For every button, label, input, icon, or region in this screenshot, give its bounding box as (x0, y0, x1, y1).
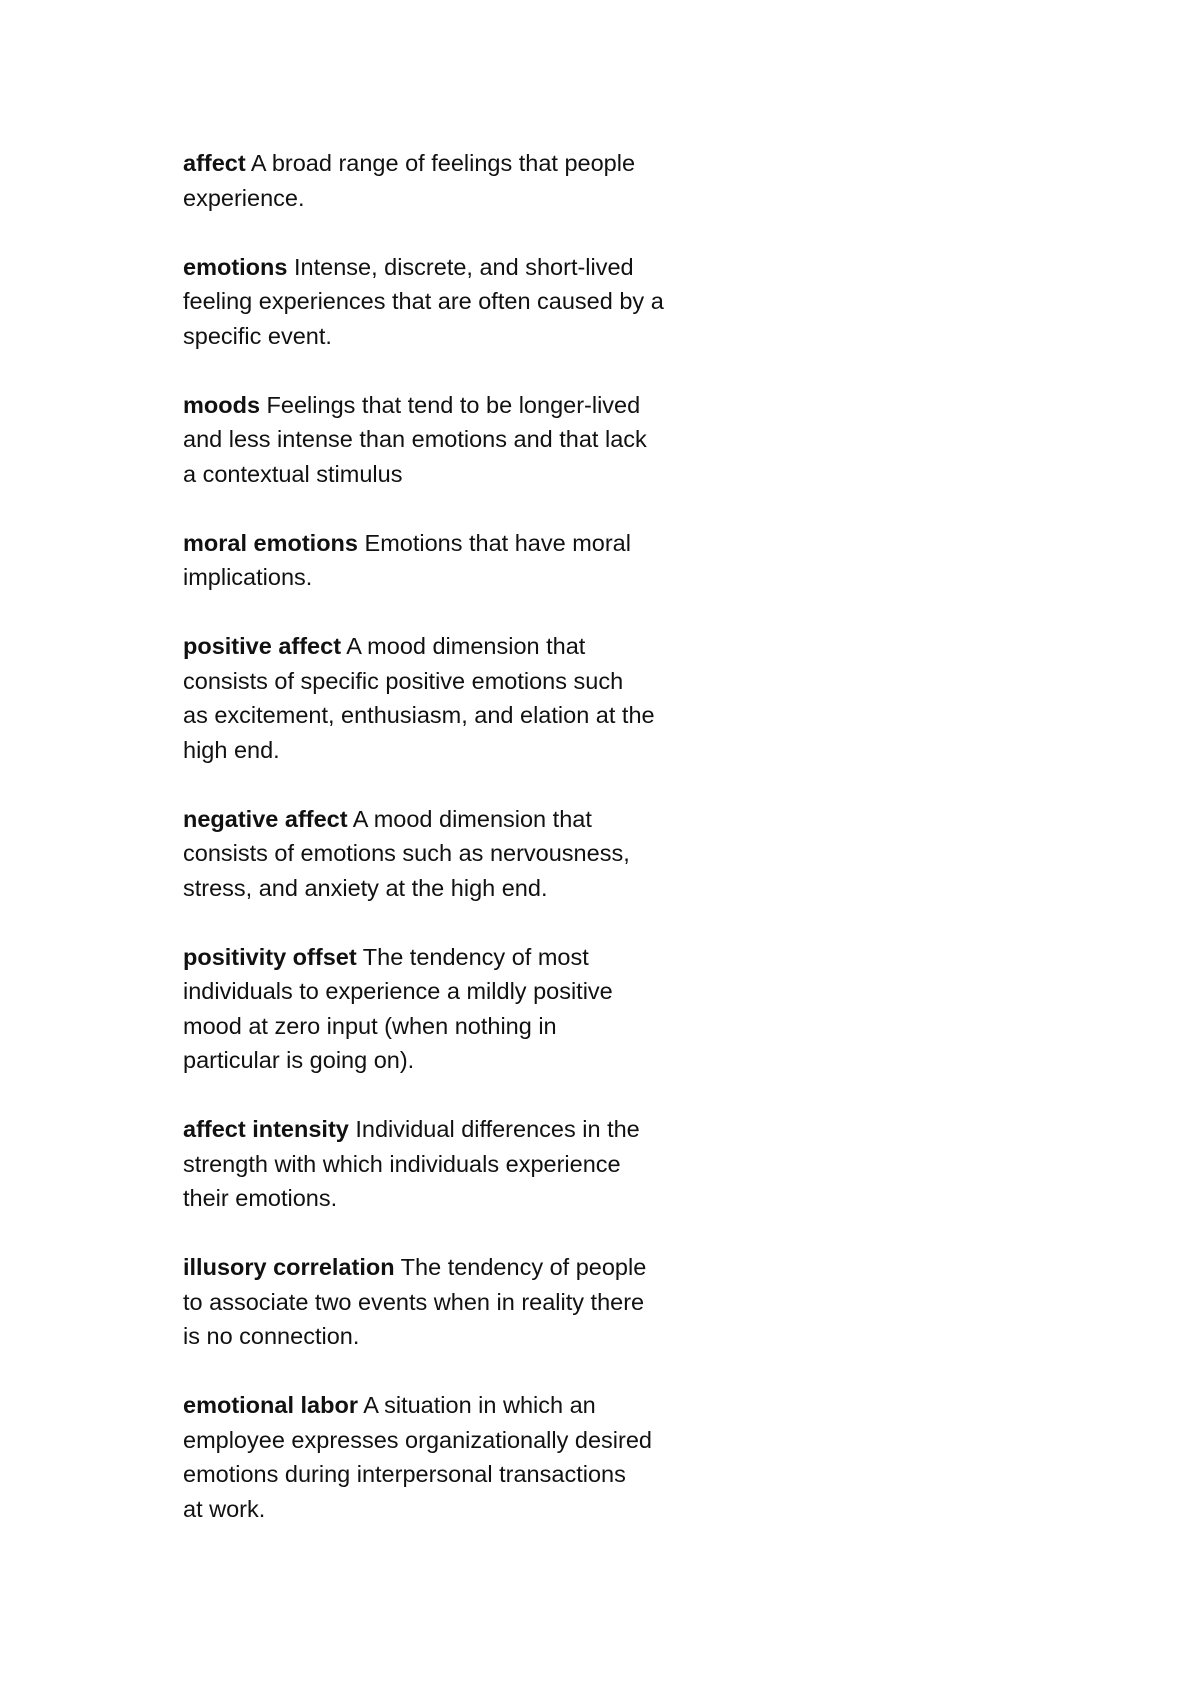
definition-line: strength with which individuals experience (183, 1150, 621, 1177)
entry-line (183, 1112, 723, 1147)
definition-line: high end. (183, 736, 280, 763)
definition-text: A mood dimension that (341, 633, 586, 659)
entry-line (183, 146, 723, 181)
glossary-term: illusory correlation (183, 1254, 395, 1280)
glossary-entry-affect-intensity (183, 1112, 723, 1216)
glossary-entry-positivity-offset (183, 940, 723, 1078)
entry-line (183, 526, 723, 561)
definition-line: feeling experiences that are often caused by a (183, 288, 664, 314)
glossary-term: moral emotions (183, 529, 358, 556)
definition-text: The tendency of most (356, 943, 589, 970)
definition-line: particular is going on). (183, 1047, 415, 1073)
glossary-entry-emotions (183, 250, 723, 354)
definition-line: at work. (183, 1495, 266, 1522)
glossary-term: affect intensity (183, 1116, 349, 1142)
glossary-term: negative affect (183, 805, 348, 832)
glossary-term: positivity offset (183, 943, 357, 970)
entry-line (183, 940, 723, 975)
glossary-entry-illusory-correlation (183, 1250, 723, 1354)
definition-line: stress, and anxiety at the high end. (183, 874, 548, 901)
glossary-term: emotions (183, 253, 288, 280)
glossary-entry-positive-affect (183, 629, 723, 767)
definition-line: specific event. (183, 322, 332, 349)
glossary-term: moods (183, 391, 261, 418)
definition-text: Feelings that tend to be longer-lived (260, 391, 641, 418)
entry-line (183, 388, 723, 423)
glossary-term: emotional labor (183, 1392, 358, 1418)
definition-line: experience. (183, 184, 305, 211)
entry-line (183, 1250, 723, 1285)
definition-line: their emotions. (183, 1185, 338, 1211)
definition-text: Emotions that have moral (357, 529, 631, 556)
definition-line: employee expresses organizationally desired (183, 1426, 652, 1453)
definition-text: A mood dimension that (347, 805, 592, 832)
definition-line: and less intense than emotions and that lack (183, 426, 647, 452)
glossary-entry-negative-affect (183, 802, 723, 906)
glossary-entry-emotional-labor (183, 1388, 723, 1526)
definition-text: A broad range of feelings that people (245, 150, 636, 176)
definition-line: emotions during interpersonal transactions (183, 1461, 626, 1487)
definition-line: implications. (183, 564, 313, 590)
glossary-entry-affect (183, 146, 723, 215)
glossary-list (183, 146, 723, 1561)
glossary-entry-moods (183, 388, 723, 492)
glossary-entry-moral-emotions (183, 526, 723, 595)
entry-line (183, 802, 723, 837)
definition-text: A situation in which an (357, 1392, 596, 1418)
definition-line: to associate two events when in reality there (183, 1288, 645, 1315)
glossary-term: positive affect (183, 633, 342, 659)
definition-line: consists of emotions such as nervousness, (183, 840, 630, 866)
definition-line: consists of specific positive emotions such (183, 667, 624, 694)
definition-line: a contextual stimulus (183, 460, 403, 487)
glossary-term: affect (183, 150, 246, 176)
definition-text: The tendency of people (394, 1254, 647, 1280)
definition-line: is no connection. (183, 1323, 360, 1349)
definition-line: mood at zero input (when nothing in (183, 1012, 557, 1039)
entry-line (183, 1388, 723, 1423)
entry-line (183, 250, 723, 285)
definition-line: individuals to experience a mildly positive (183, 978, 613, 1004)
definition-line: as excitement, enthusiasm, and elation at the (183, 702, 655, 728)
definition-text: Intense, discrete, and short-lived (287, 253, 634, 280)
entry-line (183, 629, 723, 664)
definition-text: Individual differences in the (348, 1116, 640, 1142)
